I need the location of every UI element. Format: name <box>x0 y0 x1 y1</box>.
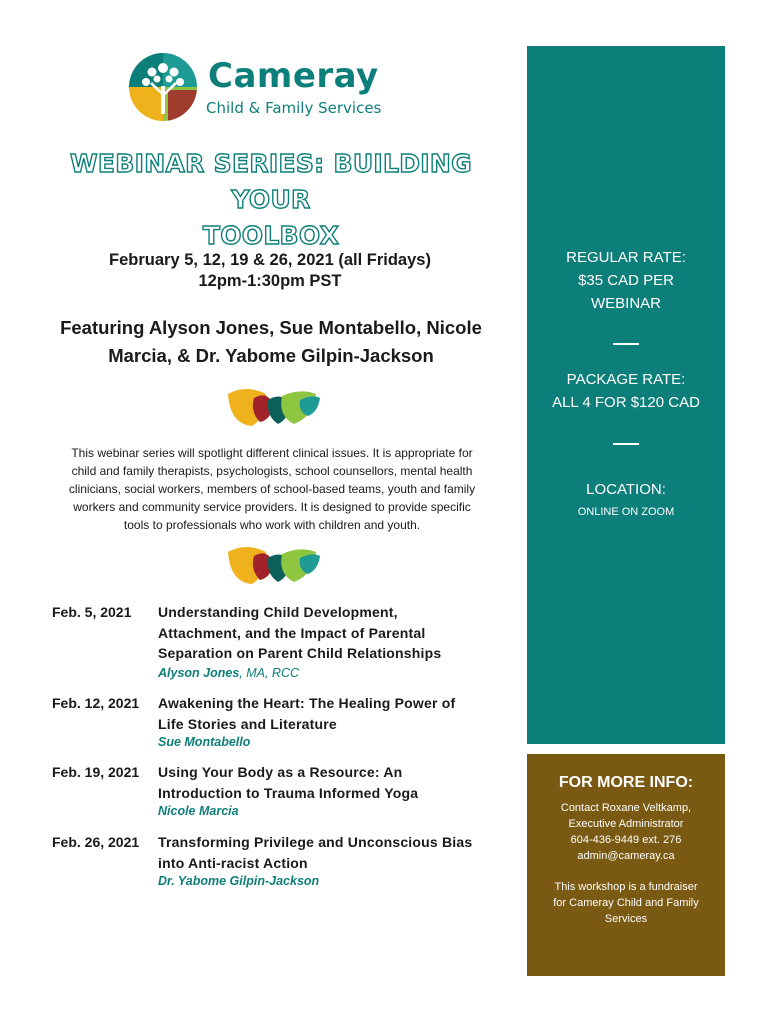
fundraiser-note-line: Services <box>604 913 648 925</box>
featuring-speakers <box>40 314 502 370</box>
schedule <box>50 250 490 292</box>
session-date: Feb. 19, 2021 <box>52 764 140 780</box>
page-title <box>40 146 502 254</box>
description-line: child and family therapists, psychologists, school counsellors, mental health <box>71 464 473 478</box>
package-rate-line: ALL 4 FOR $120 CAD <box>552 394 700 411</box>
session-date: Feb. 26, 2021 <box>52 834 140 850</box>
location-label: LOCATION: <box>586 481 666 498</box>
fundraiser-note-line: for Cameray Child and Family <box>553 897 699 909</box>
session-title <box>158 832 488 873</box>
contact-line: Contact Roxane Veltkamp, <box>560 802 692 814</box>
session-item <box>52 832 492 892</box>
session-date: Feb. 12, 2021 <box>52 695 140 711</box>
contact-line: Executive Administrator <box>568 818 684 830</box>
logo-name: Cameray <box>208 56 379 96</box>
session-speaker <box>158 873 319 889</box>
session-title-line: Separation on Parent Child Relationships <box>158 645 442 661</box>
rates-panel <box>527 46 725 744</box>
regular-rate <box>527 246 725 315</box>
session-title-line: Understanding Child Development, <box>158 604 398 620</box>
session-title-line: Awakening the Heart: The Healing Power of <box>158 695 456 711</box>
cameray-logo <box>128 52 398 126</box>
speaker-name: Nicole Marcia <box>158 804 239 818</box>
regular-rate-line: $35 CAD PER <box>578 272 674 289</box>
package-rate <box>527 368 725 414</box>
description-line: workers and community service providers. It is designed to provide specific <box>73 500 471 514</box>
divider <box>613 443 639 445</box>
regular-rate-line: REGULAR RATE: <box>566 249 686 266</box>
featuring-line-1: Featuring Alyson Jones, Sue Montabello, Nicole <box>60 317 482 338</box>
session-title-line: Transforming Privilege and Unconscious Bias <box>158 834 473 850</box>
session-speaker <box>158 803 239 819</box>
description-line: clinicians, social workers, members of school-based teams, youth and family <box>68 482 476 496</box>
speaker-name: Dr. Yabome Gilpin-Jackson <box>158 874 320 888</box>
session-item <box>52 602 492 682</box>
description-line: tools to professionals who work with children and youth. <box>123 518 421 532</box>
session-date: Feb. 5, 2021 <box>52 604 132 620</box>
leaves-divider-icon <box>224 544 322 590</box>
session-title-line: into Anti-racist Action <box>158 854 308 871</box>
session-speaker <box>158 665 299 681</box>
fundraiser-note-line: This workshop is a fundraiser <box>554 881 698 893</box>
schedule-dates: February 5, 12, 19 & 26, 2021 (all Fridays) <box>109 251 431 269</box>
title-line-2: TOOLBOX <box>202 221 340 250</box>
speaker-credentials: , MA, RCC <box>239 666 300 680</box>
session-title-line: Introduction to Trauma Informed Yoga <box>158 784 419 801</box>
session-speaker <box>158 734 250 750</box>
session-title-line: Using Your Body as a Resource: An <box>158 764 403 780</box>
session-title <box>158 762 488 803</box>
package-rate-line: PACKAGE RATE: <box>566 371 686 388</box>
logo-subtitle: Child & Family Services <box>206 99 382 117</box>
more-info-panel <box>527 754 725 976</box>
series-description <box>52 444 492 534</box>
title-line-1: WEBINAR SERIES: BUILDING YOUR <box>70 149 472 214</box>
more-info-heading: FOR MORE INFO: <box>558 774 694 791</box>
session-title-line: Attachment, and the Impact of Parental <box>158 624 426 641</box>
divider <box>613 343 639 345</box>
location-value: ONLINE ON ZOOM <box>577 506 675 518</box>
speaker-name: Sue Montabello <box>158 735 251 749</box>
tree-logo-icon <box>128 52 198 122</box>
description-line: This webinar series will spotlight different clinical issues. It is appropriate for <box>71 446 473 460</box>
session-title-line: Life Stories and Literature <box>158 715 337 732</box>
session-item <box>52 762 492 822</box>
session-title <box>158 602 488 664</box>
leaves-divider-icon <box>224 386 322 432</box>
session-title <box>158 693 488 734</box>
regular-rate-line: WEBINAR <box>590 295 661 312</box>
contact-email[interactable]: admin@cameray.ca <box>577 850 675 862</box>
contact-phone: 604-436-9449 ext. 276 <box>570 834 682 846</box>
schedule-time: 12pm-1:30pm PST <box>198 272 342 290</box>
speaker-name: Alyson Jones <box>158 666 240 680</box>
session-item <box>52 693 492 753</box>
featuring-line-2: Marcia, & Dr. Yabome Gilpin-Jackson <box>108 345 434 366</box>
